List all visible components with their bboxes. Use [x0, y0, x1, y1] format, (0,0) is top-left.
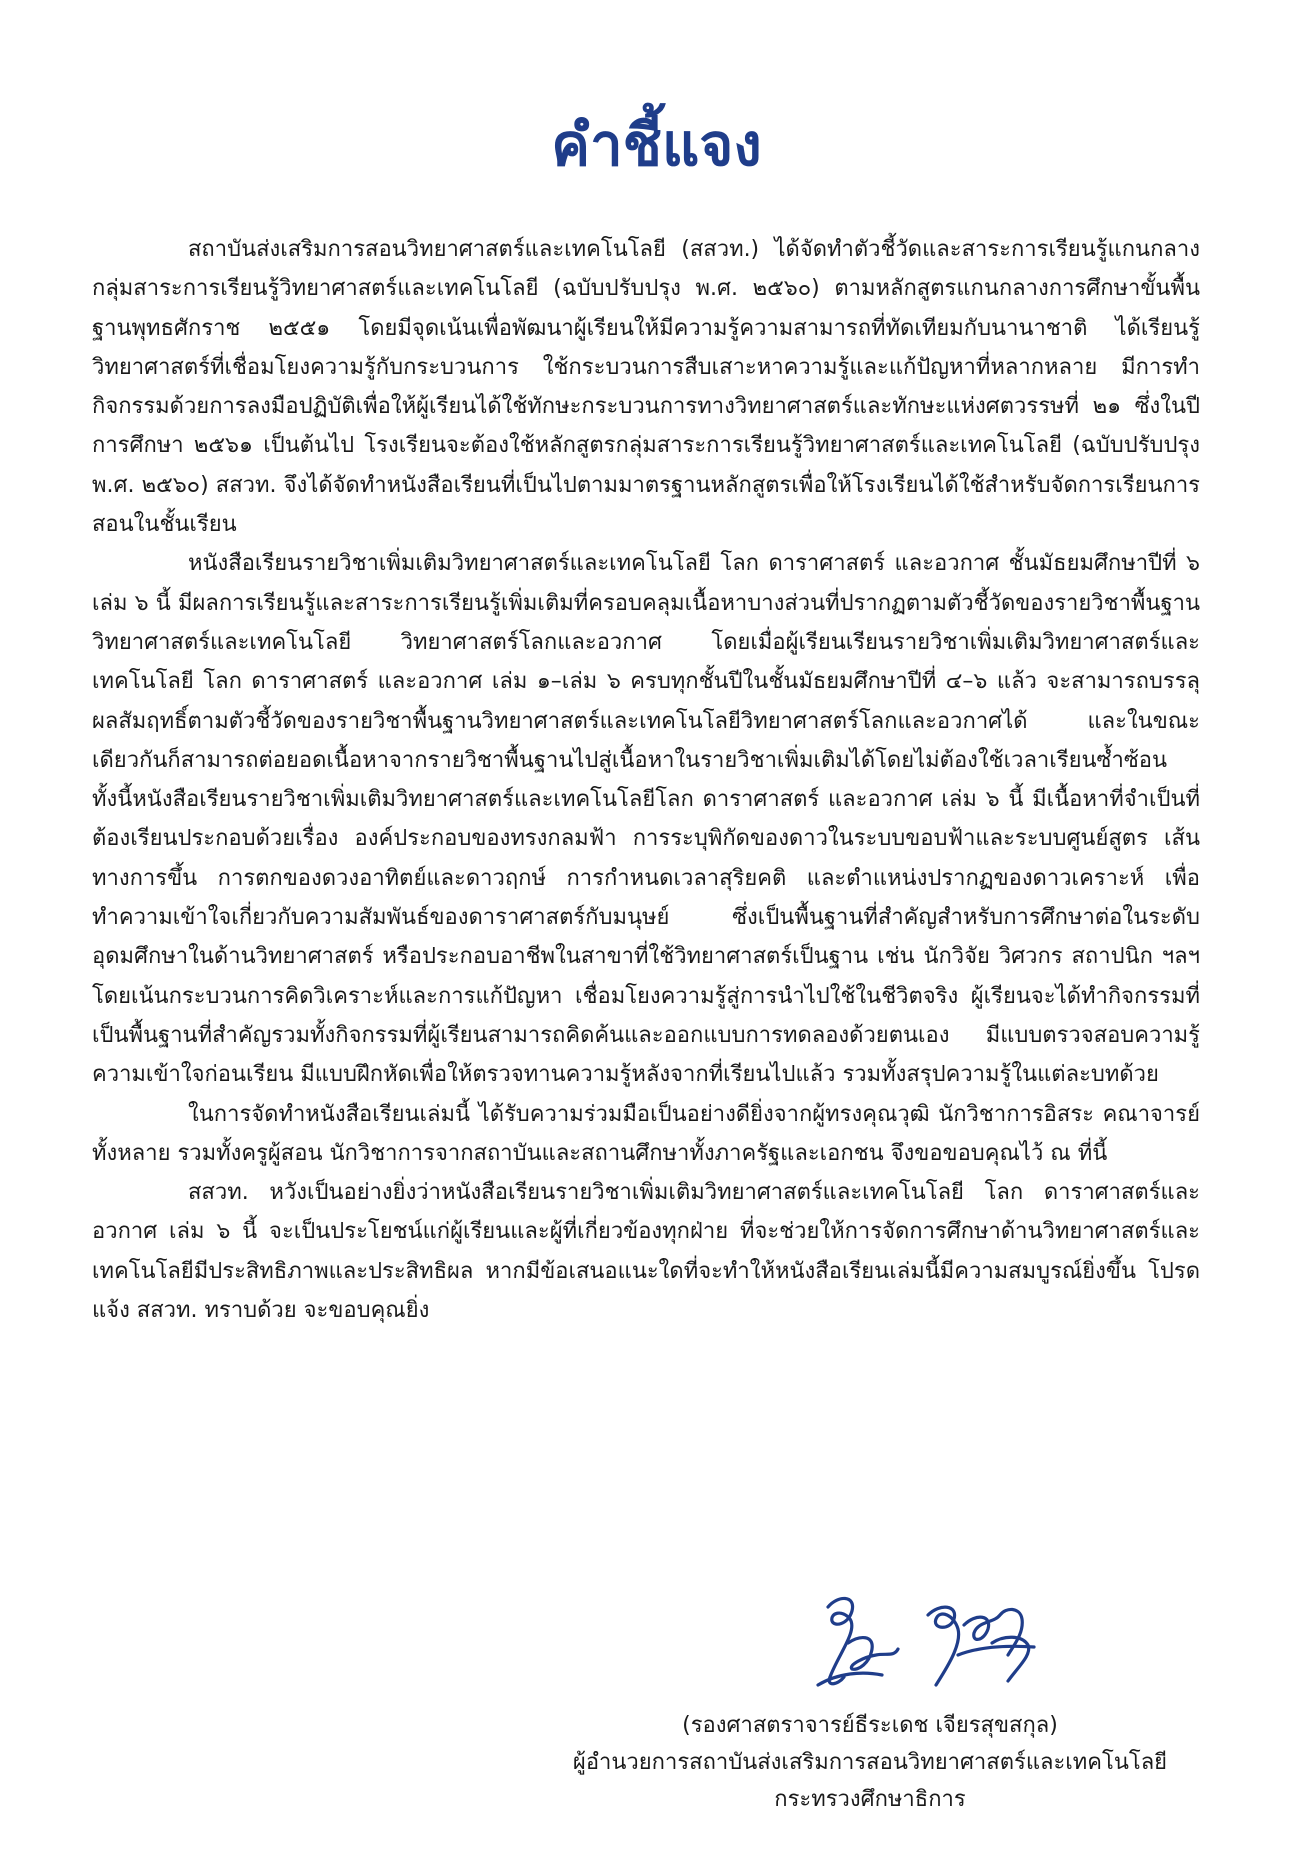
signature-icon [808, 1585, 1048, 1705]
body-text [92, 230, 1200, 1330]
signatory-position: ผู้อำนวยการสถาบันส่งเสริมการสอนวิทยาศาสตร์และเทคโนโลยี [572, 1750, 1168, 1775]
signatory-ministry: กระทรวงศึกษาธิการ [774, 1787, 966, 1812]
signatory-block [480, 1707, 1260, 1818]
page-title: คำชี้แจง [551, 111, 762, 179]
paragraph-2: หนังสือเรียนรายวิชาเพิ่มเติมวิทยาศาสตร์และเทคโนโลยี โลก ดาราศาสตร์ และอวกาศ ชั้นมัธยมศึกษาปีที่ ๖ เล่ม ๖ นี้ มีผลการเรียนรู้และสาระการเรียนรู้เพิ่มเติมที่ครอบคลุมเนื้อหาบางส่วนที่ปรากฏตามตัวชี้วัดของรายวิชาพื้นฐานวิทยาศาสตร์และเทคโนโลยี วิทยาศาสตร์โลกและอวกาศ โดยเมื่อผู้เรียนเรียนรายวิชาเพิ่มเติมวิทยาศาสตร์และเทคโนโลยี โลก ดาราศาสตร์ และอวกาศ เล่ม ๑–เล่ม ๖ ครบทุกชั้นปีในชั้นมัธยมศึกษาปีที่ ๔–๖ แล้ว จะสามารถบรรลุผลสัมฤทธิ์ตามตัวชี้วัดของรายวิชาพื้นฐานวิทยาศาสตร์และเทคโนโลยีวิทยาศาสตร์โลกและอวกาศได้ และในขณะเดียวกันก็สามารถต่อยอดเนื้อหาจากรายวิชาพื้นฐานไปสู่เนื้อหาในรายวิชาเพิ่มเติมได้โดยไม่ต้องใช้เวลาเรียนซ้ำซ้อน ทั้งนี้หนังสือเรียนรายวิชาเพิ่มเติมวิทยาศาสตร์และเทคโนโลยีโลก ดาราศาสตร์ และอวกาศ เล่ม ๖ นี้ มีเนื้อหาที่จำเป็นที่ต้องเรียนประกอบด้วยเรื่อง องค์ประกอบของทรงกลมฟ้า การระบุพิกัดของดาวในระบบขอบฟ้าและระบบศูนย์สูตร เส้นทางการขึ้น การตกของดวงอาทิตย์และดาวฤกษ์ การกำหนดเวลาสุริยคติ และตำแหน่งปรากฏของดาวเคราะห์ เพื่อทำความเข้าใจเกี่ยวกับความสัมพันธ์ของดาราศาสตร์กับมนุษย์ ซึ่งเป็นพื้นฐานที่สำคัญสำหรับการศึกษาต่อในระดับอุดมศึกษาในด้านวิทยาศาสตร์ หรือประกอบอาชีพในสาขาที่ใช้วิทยาศาสตร์เป็นฐาน เช่น นักวิจัย วิศวกร สถาปนิก ฯลฯ โดยเน้นกระบวนการคิดวิเคราะห์และการแก้ปัญหา เชื่อมโยงความรู้สู่การนำไปใช้ในชีวิตจริง ผู้เรียนจะได้ทำกิจกรรมที่เป็นพื้นฐานที่สำคัญรวมทั้งกิจกรรมที่ผู้เรียนสามารถคิดค้นและออกแบบการทดลองด้วยตนเอง มีแบบตรวจสอบความรู้ ความเข้าใจก่อนเรียน มีแบบฝึกหัดเพื่อให้ตรวจทานความรู้หลังจากที่เรียนไปแล้ว รวมทั้งสรุปความรู้ในแต่ละบทด้วย [92, 551, 1200, 1088]
paragraph-4: สสวท. หวังเป็นอย่างยิ่งว่าหนังสือเรียนรายวิชาเพิ่มเติมวิทยาศาสตร์และเทคโนโลยี โลก ดาราศาสตร์และอวกาศ เล่ม ๖ นี้ จะเป็นประโยชน์แก่ผู้เรียนและผู้ที่เกี่ยวข้องทุกฝ่าย ที่จะช่วยให้การจัดการศึกษาด้านวิทยาศาสตร์และเทคโนโลยีมีประสิทธิภาพและประสิทธิผล หากมีข้อเสนอแนะใดที่จะทำให้หนังสือเรียนเล่มนี้มีความสมบูรณ์ยิ่งขึ้น โปรดแจ้ง สสวท. ทราบด้วย จะขอบคุณยิ่ง [92, 1180, 1200, 1324]
signatory-name: (รองศาสตราจารย์ธีระเดช เจียรสุขสกุล) [682, 1713, 1058, 1738]
handwritten-signature [808, 1585, 1048, 1705]
paragraph-1: สถาบันส่งเสริมการสอนวิทยาศาสตร์และเทคโนโลยี (สสวท.) ได้จัดทำตัวชี้วัดและสาระการเรียนรู้แกนกลาง กลุ่มสาระการเรียนรู้วิทยาศาสตร์และเทคโนโลยี (ฉบับปรับปรุง พ.ศ. ๒๕๖๐) ตามหลักสูตรแกนกลางการศึกษาขั้นพื้นฐานพุทธศักราช ๒๕๕๑ โดยมีจุดเน้นเพื่อพัฒนาผู้เรียนให้มีความรู้ความสามารถที่ทัดเทียมกับนานาชาติ ได้เรียนรู้วิทยาศาสตร์ที่เชื่อมโยงความรู้กับกระบวนการ ใช้กระบวนการสืบเสาะหาความรู้และแก้ปัญหาที่หลากหลาย มีการทำกิจกรรมด้วยการลงมือปฏิบัติเพื่อให้ผู้เรียนได้ใช้ทักษะกระบวนการทางวิทยาศาสตร์และทักษะแห่งศตวรรษที่ ๒๑ ซึ่งในปีการศึกษา ๒๕๖๑ เป็นต้นไป โรงเรียนจะต้องใช้หลักสูตรกลุ่มสาระการเรียนรู้วิทยาศาสตร์และเทคโนโลยี (ฉบับปรับปรุง พ.ศ. ๒๕๖๐) สสวท. จึงได้จัดทำหนังสือเรียนที่เป็นไปตามมาตรฐานหลักสูตรเพื่อให้โรงเรียนได้ใช้สำหรับจัดการเรียนการสอนในชั้นเรียน [92, 237, 1200, 538]
paragraph-3: ในการจัดทำหนังสือเรียนเล่มนี้ ได้รับความร่วมมือเป็นอย่างดียิ่งจากผู้ทรงคุณวุฒิ นักวิชาการอิสระ คณาจารย์ทั้งหลาย รวมทั้งครูผู้สอน นักวิชาการจากสถาบันและสถานศึกษาทั้งภาครัฐและเอกชน จึงขอขอบคุณไว้ ณ ที่นี้ [92, 1101, 1200, 1166]
